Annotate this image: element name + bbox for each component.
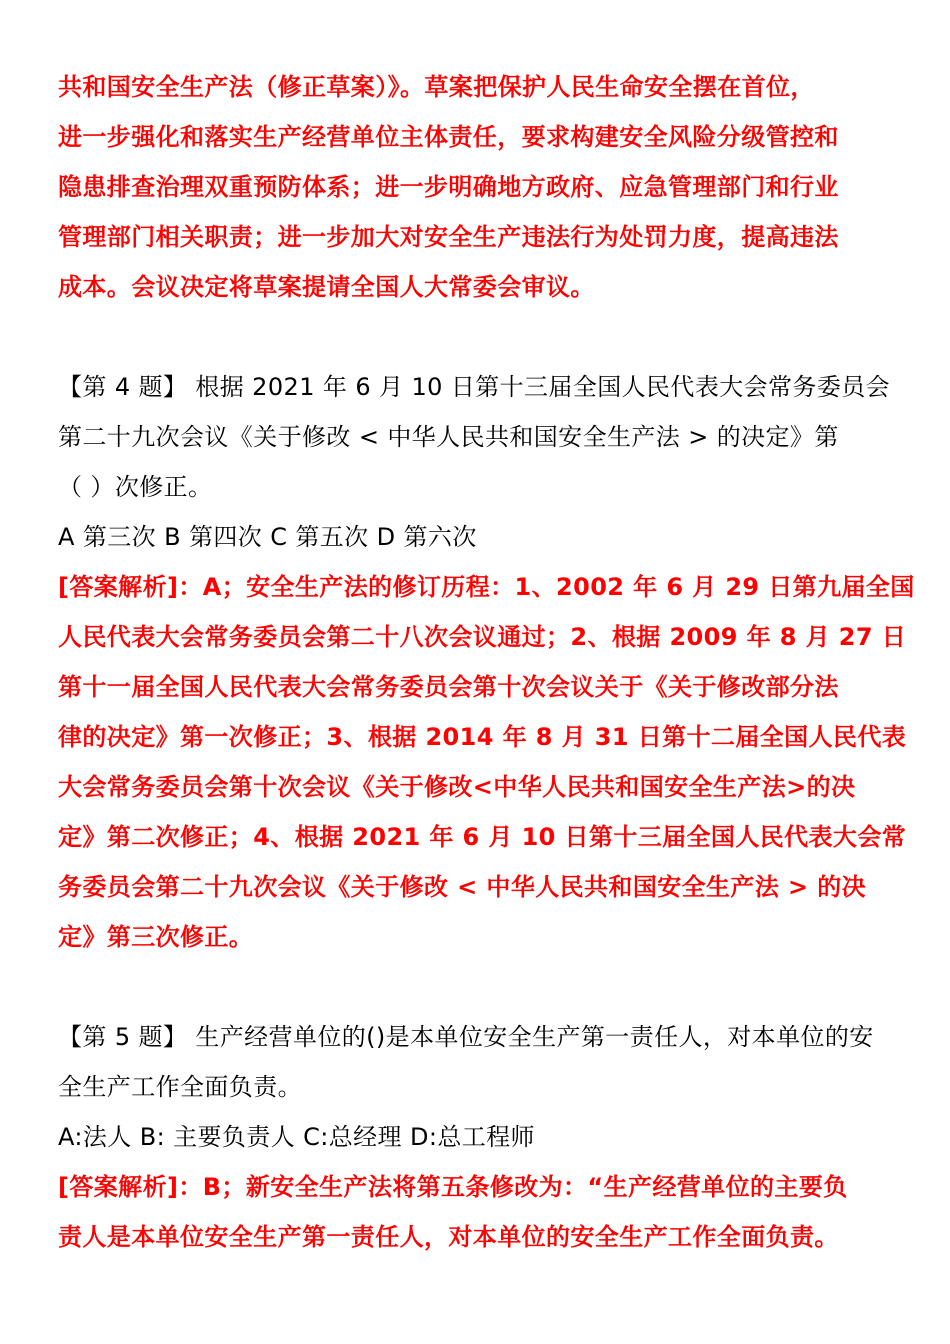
question-4-options: A 第三次 B 第四次 C 第五次 D 第六次	[58, 523, 477, 551]
intro-line: 隐患排查治理双重预防体系；进一步明确地方政府、应急管理部门和行业	[58, 173, 839, 201]
question-5-options: A:法人 B: 主要负责人 C:总经理 D:总工程师	[58, 1123, 535, 1151]
question-4-text-line: 第二十九次会议《关于修改 < 中华人民共和国安全生产法 > 的决定》第	[58, 423, 839, 451]
question-4-text-line: （ ）次修正。	[58, 473, 213, 501]
question-4	[58, 362, 894, 562]
question-5-answer	[58, 1162, 894, 1262]
question-4-answer-line: 务委员会第二十九次会议《关于修改 < 中华人民共和国安全生产法 > 的决	[58, 873, 867, 901]
document-page	[58, 62, 915, 1262]
intro-line: 管理部门相关职责；进一步加大对安全生产违法行为处罚力度，提高违法	[58, 223, 839, 251]
question-5	[58, 1012, 894, 1162]
question-5-text-line: 【第 5 题】 生产经营单位的()是本单位安全生产第一责任人，对本单位的安	[58, 1023, 874, 1051]
question-4-answer-line: 第十一届全国人民代表大会常务委员会第十次会议关于《关于修改部分法	[58, 673, 839, 701]
intro-line: 成本。会议决定将草案提请全国人大常委会审议。	[58, 273, 595, 301]
question-4-text-line: 【第 4 题】 根据 2021 年 6 月 10 日第十三届全国人民代表大会常务委员会	[58, 373, 891, 401]
intro-line: 共和国安全生产法（修正草案）》。草案把保护人民生命安全摆在首位，	[58, 73, 815, 101]
question-4-answer-line: 大会常务委员会第十次会议《关于修改<中华人民共和国安全生产法>的决	[58, 773, 856, 801]
question-4-answer-line: 定》第二次修正；4、根据 2021 年 6 月 10 日第十三届全国人民代表大会常	[58, 823, 907, 851]
question-4-answer-line: [答案解析]：A；安全生产法的修订历程：1、2002 年 6 月 29 日第九届全国	[58, 573, 915, 601]
question-5-text-line: 全生产工作全面负责。	[58, 1073, 302, 1101]
spacer	[58, 962, 894, 1012]
question-4-answer	[58, 562, 915, 962]
question-4-answer-line: 定》第三次修正。	[58, 923, 254, 951]
intro-paragraph	[58, 62, 894, 312]
question-5-answer-line: 责人是本单位安全生产第一责任人，对本单位的安全生产工作全面负责。	[58, 1223, 839, 1251]
question-5-answer-line: [答案解析]：B；新安全生产法将第五条修改为：“生产经营单位的主要负	[58, 1173, 848, 1201]
question-4-answer-line: 律的决定》第一次修正；3、根据 2014 年 8 月 31 日第十二届全国人民代表	[58, 723, 907, 751]
question-4-answer-line: 人民代表大会常务委员会第二十八次会议通过；2、根据 2009 年 8 月 27 日	[58, 623, 907, 651]
intro-line: 进一步强化和落实生产经营单位主体责任，要求构建安全风险分级管控和	[58, 123, 839, 151]
spacer	[58, 312, 894, 362]
